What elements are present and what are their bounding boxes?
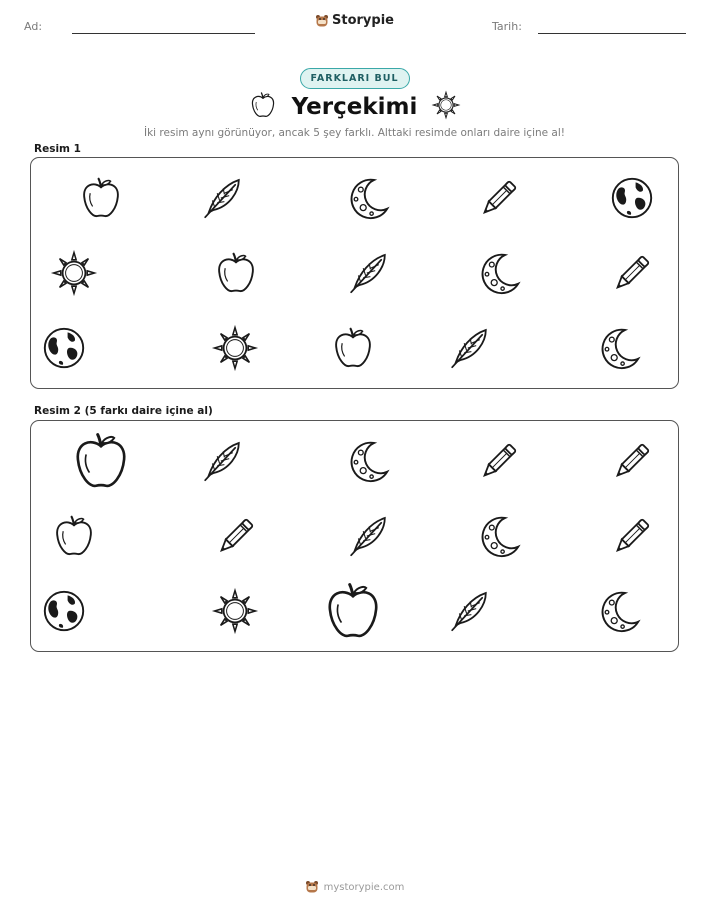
instruction-text: İki resim aynı görünüyor, ancak 5 şey farklı. Alttaki resimde onları daire içine al!	[144, 127, 565, 139]
pencil-icon[interactable]	[475, 437, 523, 485]
moon-icon[interactable]	[595, 587, 643, 635]
pencil-icon[interactable]	[608, 437, 656, 485]
feather-icon[interactable]	[344, 512, 392, 560]
pencil-icon[interactable]	[212, 512, 260, 560]
apple-icon[interactable]	[50, 512, 98, 560]
name-label: Ad:	[24, 20, 43, 33]
pencil-icon[interactable]	[608, 512, 656, 560]
pencil-icon	[475, 174, 523, 222]
date-line[interactable]	[538, 33, 686, 34]
earth-icon	[608, 174, 656, 222]
bear-mascot-icon	[305, 880, 319, 894]
footer-url[interactable]: mystorypie.com	[323, 881, 405, 893]
apple-icon	[77, 174, 125, 222]
page-title: Yerçekimi	[291, 94, 418, 120]
apple-icon	[212, 249, 260, 297]
brand-logo	[0, 13, 709, 32]
sun-icon	[431, 90, 461, 124]
moon-icon	[475, 249, 523, 297]
feather-icon[interactable]	[445, 587, 493, 635]
picture1-label: Resim 1	[34, 143, 81, 155]
moon-icon	[344, 174, 392, 222]
name-line[interactable]	[72, 33, 255, 34]
moon-icon[interactable]	[344, 437, 392, 485]
earth-icon[interactable]	[40, 587, 88, 635]
moon-icon	[595, 324, 643, 372]
title-row	[0, 90, 709, 124]
bear-mascot-icon	[315, 14, 329, 28]
feather-icon	[344, 249, 392, 297]
picture2-label: Resim 2 (5 farkı daire içine al)	[34, 405, 213, 417]
footer	[0, 880, 709, 897]
date-label: Tarih:	[492, 20, 522, 33]
apple-icon	[329, 324, 377, 372]
apple-icon	[248, 90, 278, 124]
picture2-panel[interactable]	[30, 420, 679, 652]
feather-icon[interactable]	[198, 437, 246, 485]
picture1-panel	[30, 157, 679, 389]
earth-icon	[40, 324, 88, 372]
brand-name: Storypie	[332, 13, 394, 28]
feather-icon	[198, 174, 246, 222]
sun-icon	[211, 324, 259, 372]
apple-icon[interactable]	[68, 428, 134, 494]
sun-icon[interactable]	[211, 587, 259, 635]
feather-icon	[445, 324, 493, 372]
apple-icon[interactable]	[320, 578, 386, 644]
sun-icon	[50, 249, 98, 297]
activity-badge: FARKLARI BUL	[300, 68, 410, 89]
moon-icon[interactable]	[475, 512, 523, 560]
pencil-icon	[608, 249, 656, 297]
